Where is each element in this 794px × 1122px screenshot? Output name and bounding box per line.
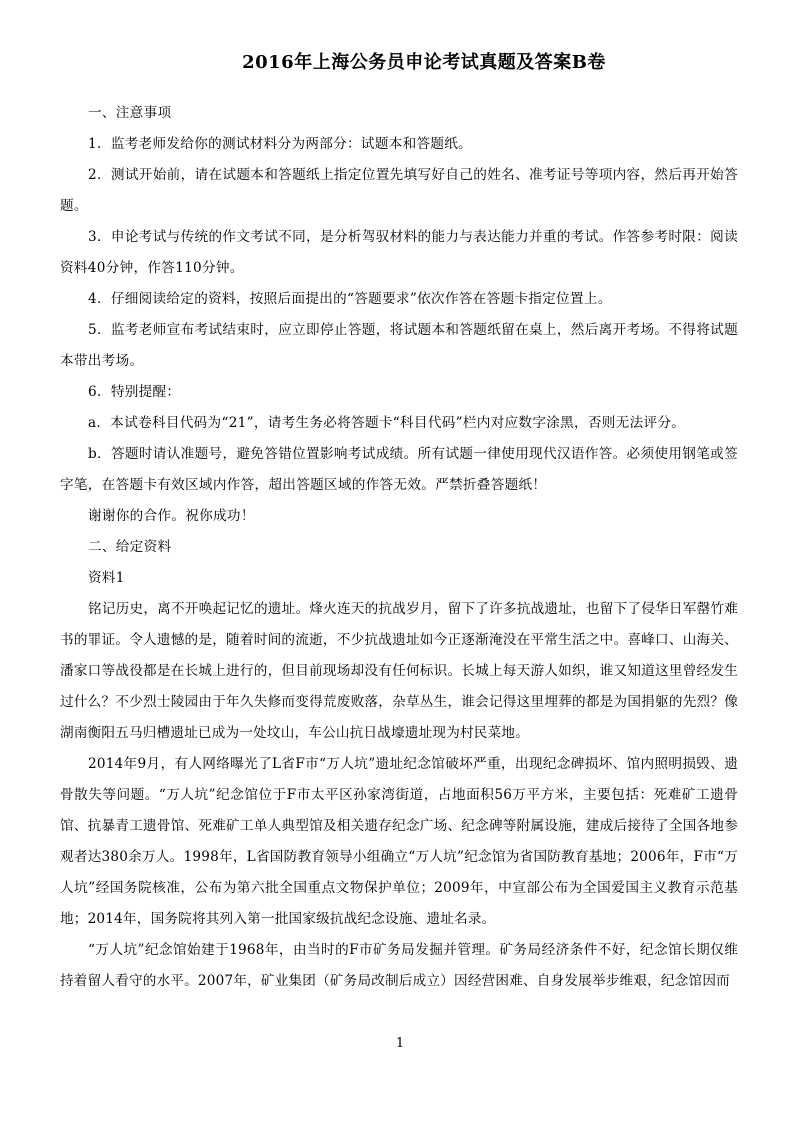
page-number: 1 (395, 1036, 405, 1051)
notice-item: b．答题时请认准题号，避免答错位置影响考试成绩。所有试题一律使用现代汉语作答。必须使用钢笔或签字笔，在答题卡有效区域内作答，超出答题区域的作答无效。严禁折叠答题纸！ (60, 446, 738, 493)
material-paragraph: 2014年9月，有人网络曝光了L省F市“万人坑”遗址纪念馆破坏严重，出现纪念碑损坏、馆内照明损毁、遗骨散失等问题。“万人坑”纪念馆位于F市太平区孙家湾街道，占地面积56万平方米，主要包括：死难矿工遗骨馆、抗暴青工遗骨馆、死难矿工单人典型馆及相关遗存纪念广场、纪念碑等附属设施，建成后接待了全国各地参观者达380余万人。1998年，L省国防教育领导小组确立“万人坑”纪念馆为省国防教育基地；2006年，F市“万人坑”经国务院核准，公布为第六批全国重点文物保护单位；2009年，中宣部公布为全国爱国主义教育示范基地；2014年，国务院将其列入第一批国家级抗战纪念设施、遗址名录。 (60, 756, 738, 927)
notice-item: 2．测试开始前，请在试题本和答题纸上指定位置先填写好自己的姓名、准考证号等项内容，然后再开始答题。 (60, 167, 738, 214)
document-body (60, 98, 738, 997)
material-paragraph: “万人坑”纪念馆始建于1968年，由当时的F市矿务局发掘并管理。矿务局经济条件不好，纪念馆长期仅维持着留人看守的水平。2007年，矿业集团（矿务局改制后成立）因经营困难、自身发展举步维艰，纪念馆因而 (60, 942, 738, 989)
notice-item: 4．仔细阅读给定的资料，按照后面提出的“答题要求”依次作答在答题卡指定位置上。 (88, 291, 612, 307)
page-title: 2016年上海公务员申论考试真题及答案B卷 (242, 52, 606, 73)
notice-item: a．本试卷科目代码为“21”，请考生务必将答题卡“科目代码”栏内对应数字涂黑，否则无法评分。 (88, 415, 686, 431)
section-heading: 一、注意事项 (88, 105, 172, 121)
notice-item: 3．申论考试与传统的作文考试不同，是分析驾驭材料的能力与表达能力并重的考试。作答参考时限：阅读资料40分钟，作答110分钟。 (60, 229, 738, 276)
section-heading: 二、给定资料 (88, 539, 172, 555)
closing-line: 谢谢你的合作。祝你成功！ (88, 508, 255, 524)
material-paragraph: 铭记历史，离不开唤起记忆的遗址。烽火连天的抗战岁月，留下了许多抗战遗址，也留下了侵华日军罄竹难书的罪证。令人遗憾的是，随着时间的流逝，不少抗战遗址如今正逐渐淹没在平常生活之中。喜峰口、山海关、潘家口等战役都是在长城上进行的，但目前现场却没有任何标识。长城上每天游人如织，谁又知道这里曾经发生过什么？不少烈士陵园由于年久失修而变得荒废败落，杂草丛生，谁会记得这里埋葬的都是为国捐躯的先烈？像湖南衡阳五马归槽遗址已成为一处坟山，车公山抗日战壕遗址现为村民菜地。 (60, 601, 738, 741)
notice-item: 6．特别提醒： (88, 384, 181, 400)
notice-item: 1．监考老师发给你的测试材料分为两部分：试题本和答题纸。 (88, 136, 473, 152)
notice-item: 5．监考老师宣布考试结束时，应立即停止答题，将试题本和答题纸留在桌上，然后离开考场。不得将试题本带出考场。 (60, 322, 738, 369)
material-label: 资料1 (88, 570, 125, 586)
